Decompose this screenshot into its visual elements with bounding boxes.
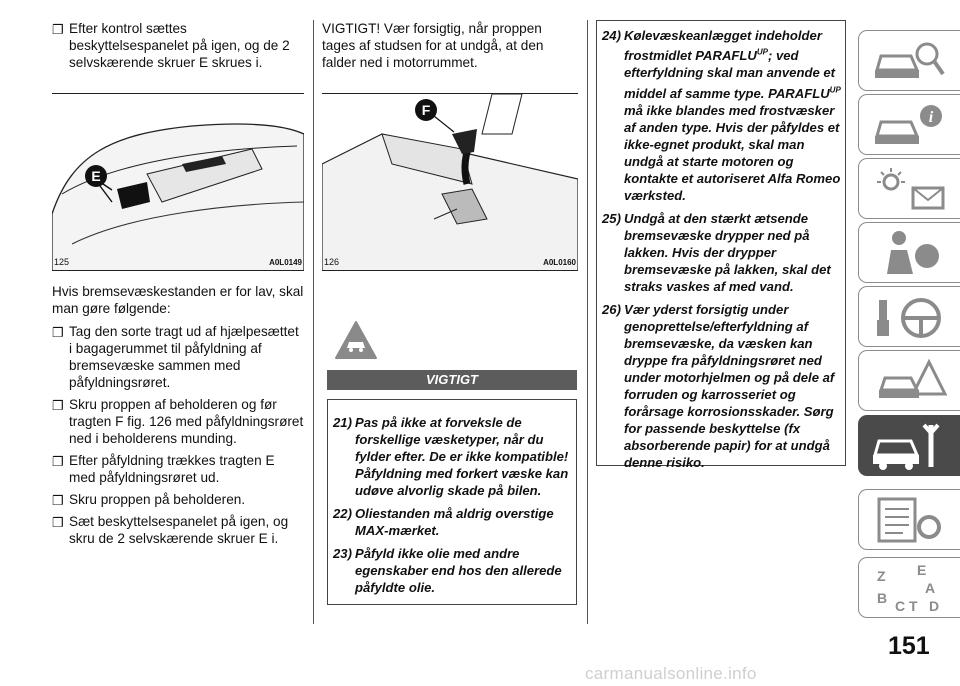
bullet-item bbox=[52, 323, 304, 391]
bullet-item bbox=[52, 396, 304, 447]
figure-number: 125 bbox=[54, 257, 70, 267]
checkbox-bullet-icon: ❒ bbox=[52, 325, 64, 340]
figure-code: A0L0149 bbox=[269, 258, 302, 267]
bullet-text: Efter kontrol sættes beskyttelsespanelet på igen, og de 2 selvskærende skruer E skrues i. bbox=[69, 21, 290, 70]
warning-box bbox=[596, 20, 846, 470]
warning-text: Påfyld ikke olie med andre egenskaber end hos den allerede påfyldte olie. bbox=[355, 546, 562, 595]
checkbox-bullet-icon: ❒ bbox=[52, 398, 64, 413]
column-3 bbox=[596, 20, 846, 470]
svg-text:B: B bbox=[877, 590, 888, 606]
warning-item bbox=[333, 545, 572, 596]
column-divider bbox=[313, 20, 314, 624]
warning-item bbox=[333, 505, 572, 539]
tab-airbag-safety[interactable] bbox=[858, 222, 960, 283]
column-1 bbox=[52, 20, 304, 552]
warning-number: 25) bbox=[602, 210, 621, 226]
bullet-text: Efter påfyldning trækkes tragten E med påfyldningsrøret ud. bbox=[69, 453, 275, 485]
svg-text:Z: Z bbox=[877, 568, 886, 584]
warning-number: 21) bbox=[333, 415, 352, 430]
warning-number: 23) bbox=[333, 546, 352, 561]
bullet-item bbox=[52, 452, 304, 486]
svg-text:D: D bbox=[929, 598, 940, 614]
svg-text:A: A bbox=[925, 580, 936, 596]
bullet-item bbox=[52, 513, 304, 547]
warning-box bbox=[327, 399, 577, 605]
tab-alphabetical-index[interactable] bbox=[858, 557, 960, 618]
figure-number: 126 bbox=[324, 257, 340, 267]
warning-item bbox=[602, 301, 841, 471]
warning-item bbox=[602, 210, 841, 295]
car-maintenance-icon bbox=[869, 419, 949, 473]
callout-f: F bbox=[421, 102, 431, 118]
car-info-icon bbox=[869, 98, 949, 152]
checkbox-bullet-icon: ❒ bbox=[52, 515, 64, 530]
car-search-icon bbox=[869, 34, 949, 88]
specifications-list-icon bbox=[869, 493, 949, 547]
page-number: 151 bbox=[888, 632, 930, 660]
warning-text: Undgå at den stærkt ætsende bremsevæske drypper ned på lakken. Hvis der drypper bremsevæske på lakken, skal det straks vaskes af med vand. bbox=[624, 210, 831, 294]
svg-text:E: E bbox=[917, 562, 927, 578]
bullet-text: Tag den sorte tragt ud af hjælpesættet i bagagerummet til påfyldning af bremsevæske sammen med påfyldningsrøret. bbox=[69, 324, 299, 390]
figure-125 bbox=[52, 93, 304, 271]
trunk-panel-illustration bbox=[52, 94, 304, 271]
callout-e: E bbox=[91, 168, 101, 184]
warning-text: Kølevæskeanlægget indeholder frostmidlet $PARAFLU^{UP}$; ved efterfyldning skal man anvende et middel af samme type. $PARAFLU^{UP}$ må ikke blandes med frostvæsker af anden type. Hvis der påfyldes et ikke-egnet produkt, skal man undgå at starte motoren og kontakte et autoriseret Alfa Romeo værksted. bbox=[624, 28, 841, 203]
checkbox-bullet-icon: ❒ bbox=[52, 493, 64, 508]
tab-specifications[interactable] bbox=[858, 489, 960, 550]
steering-driving-icon bbox=[869, 290, 949, 344]
svg-text:C: C bbox=[895, 598, 906, 614]
checkbox-bullet-icon: ❒ bbox=[52, 454, 64, 469]
tab-warning-triangle[interactable] bbox=[858, 350, 960, 411]
warning-item bbox=[333, 414, 572, 499]
tab-dashboard-lights[interactable] bbox=[858, 158, 960, 219]
warning-text: Vær yderst forsigtig under genoprettelse/efterfyldning af bremsevæske, da væsken kan dryppe fra påfyldningsrøret ned under motorhjelmen og på dele af forruden og karrosseriet og forårsage korrosionsskader. Sørg for passende beskyttelse (fx absorberende papir) for at undgå denne risiko. bbox=[624, 301, 835, 470]
warning-text: Oliestanden må aldrig overstige MAX-mærket. bbox=[355, 506, 554, 538]
tab-car-info[interactable] bbox=[858, 94, 960, 155]
svg-text:i: i bbox=[928, 109, 934, 126]
vigtigt-header: VIGTIGT bbox=[327, 370, 577, 390]
bullet-item bbox=[52, 20, 304, 71]
warning-number: 24) bbox=[602, 28, 621, 43]
airbag-safety-icon bbox=[869, 226, 949, 280]
warning-text: Pas på ikke at forveksle de forskellige væsketyper, når du fylder efter. De er ikke kompatible! Påfyldning med forkert væske kan udøve alvorlig skade på bilen. bbox=[355, 415, 569, 498]
alphabetical-index-icon bbox=[869, 561, 949, 615]
warning-number: 26) bbox=[602, 301, 621, 317]
brake-fluid-funnel-illustration bbox=[322, 94, 578, 271]
paragraph: Hvis bremsevæskestanden er for lav, skal man gøre følgende: bbox=[52, 284, 304, 316]
tab-car-search[interactable] bbox=[858, 30, 960, 91]
column-divider bbox=[587, 20, 588, 624]
warning-triangle-icon bbox=[334, 320, 378, 360]
warning-triangle-icon bbox=[869, 354, 949, 408]
figure-126 bbox=[322, 93, 578, 271]
warning-number: 22) bbox=[333, 506, 352, 521]
svg-text:T: T bbox=[909, 598, 918, 614]
bullet-text: Sæt beskyttelsespanelet på igen, og skru de 2 selvskærende skruer E i. bbox=[69, 514, 289, 546]
dashboard-lights-icon bbox=[869, 162, 949, 216]
warning-item bbox=[602, 27, 841, 204]
tab-car-maintenance[interactable] bbox=[858, 415, 960, 476]
bullet-text: Skru proppen på beholderen. bbox=[69, 492, 246, 507]
checkbox-bullet-icon: ❒ bbox=[52, 22, 64, 37]
bullet-item bbox=[52, 491, 304, 508]
figure-code: A0L0160 bbox=[543, 258, 576, 267]
bullet-text: Skru proppen af beholderen og før tragten F fig. 126 med påfyldningsrøret ned i beholderens munding. bbox=[69, 397, 304, 446]
tab-steering-driving[interactable] bbox=[858, 286, 960, 347]
intro-paragraph: VIGTIGT! Vær forsigtig, når proppen tages af studsen for at undgå, at den falder ned i motorrummet. bbox=[322, 21, 544, 70]
column-2 bbox=[322, 20, 578, 624]
watermark: carmanualsonline.info bbox=[585, 664, 757, 683]
